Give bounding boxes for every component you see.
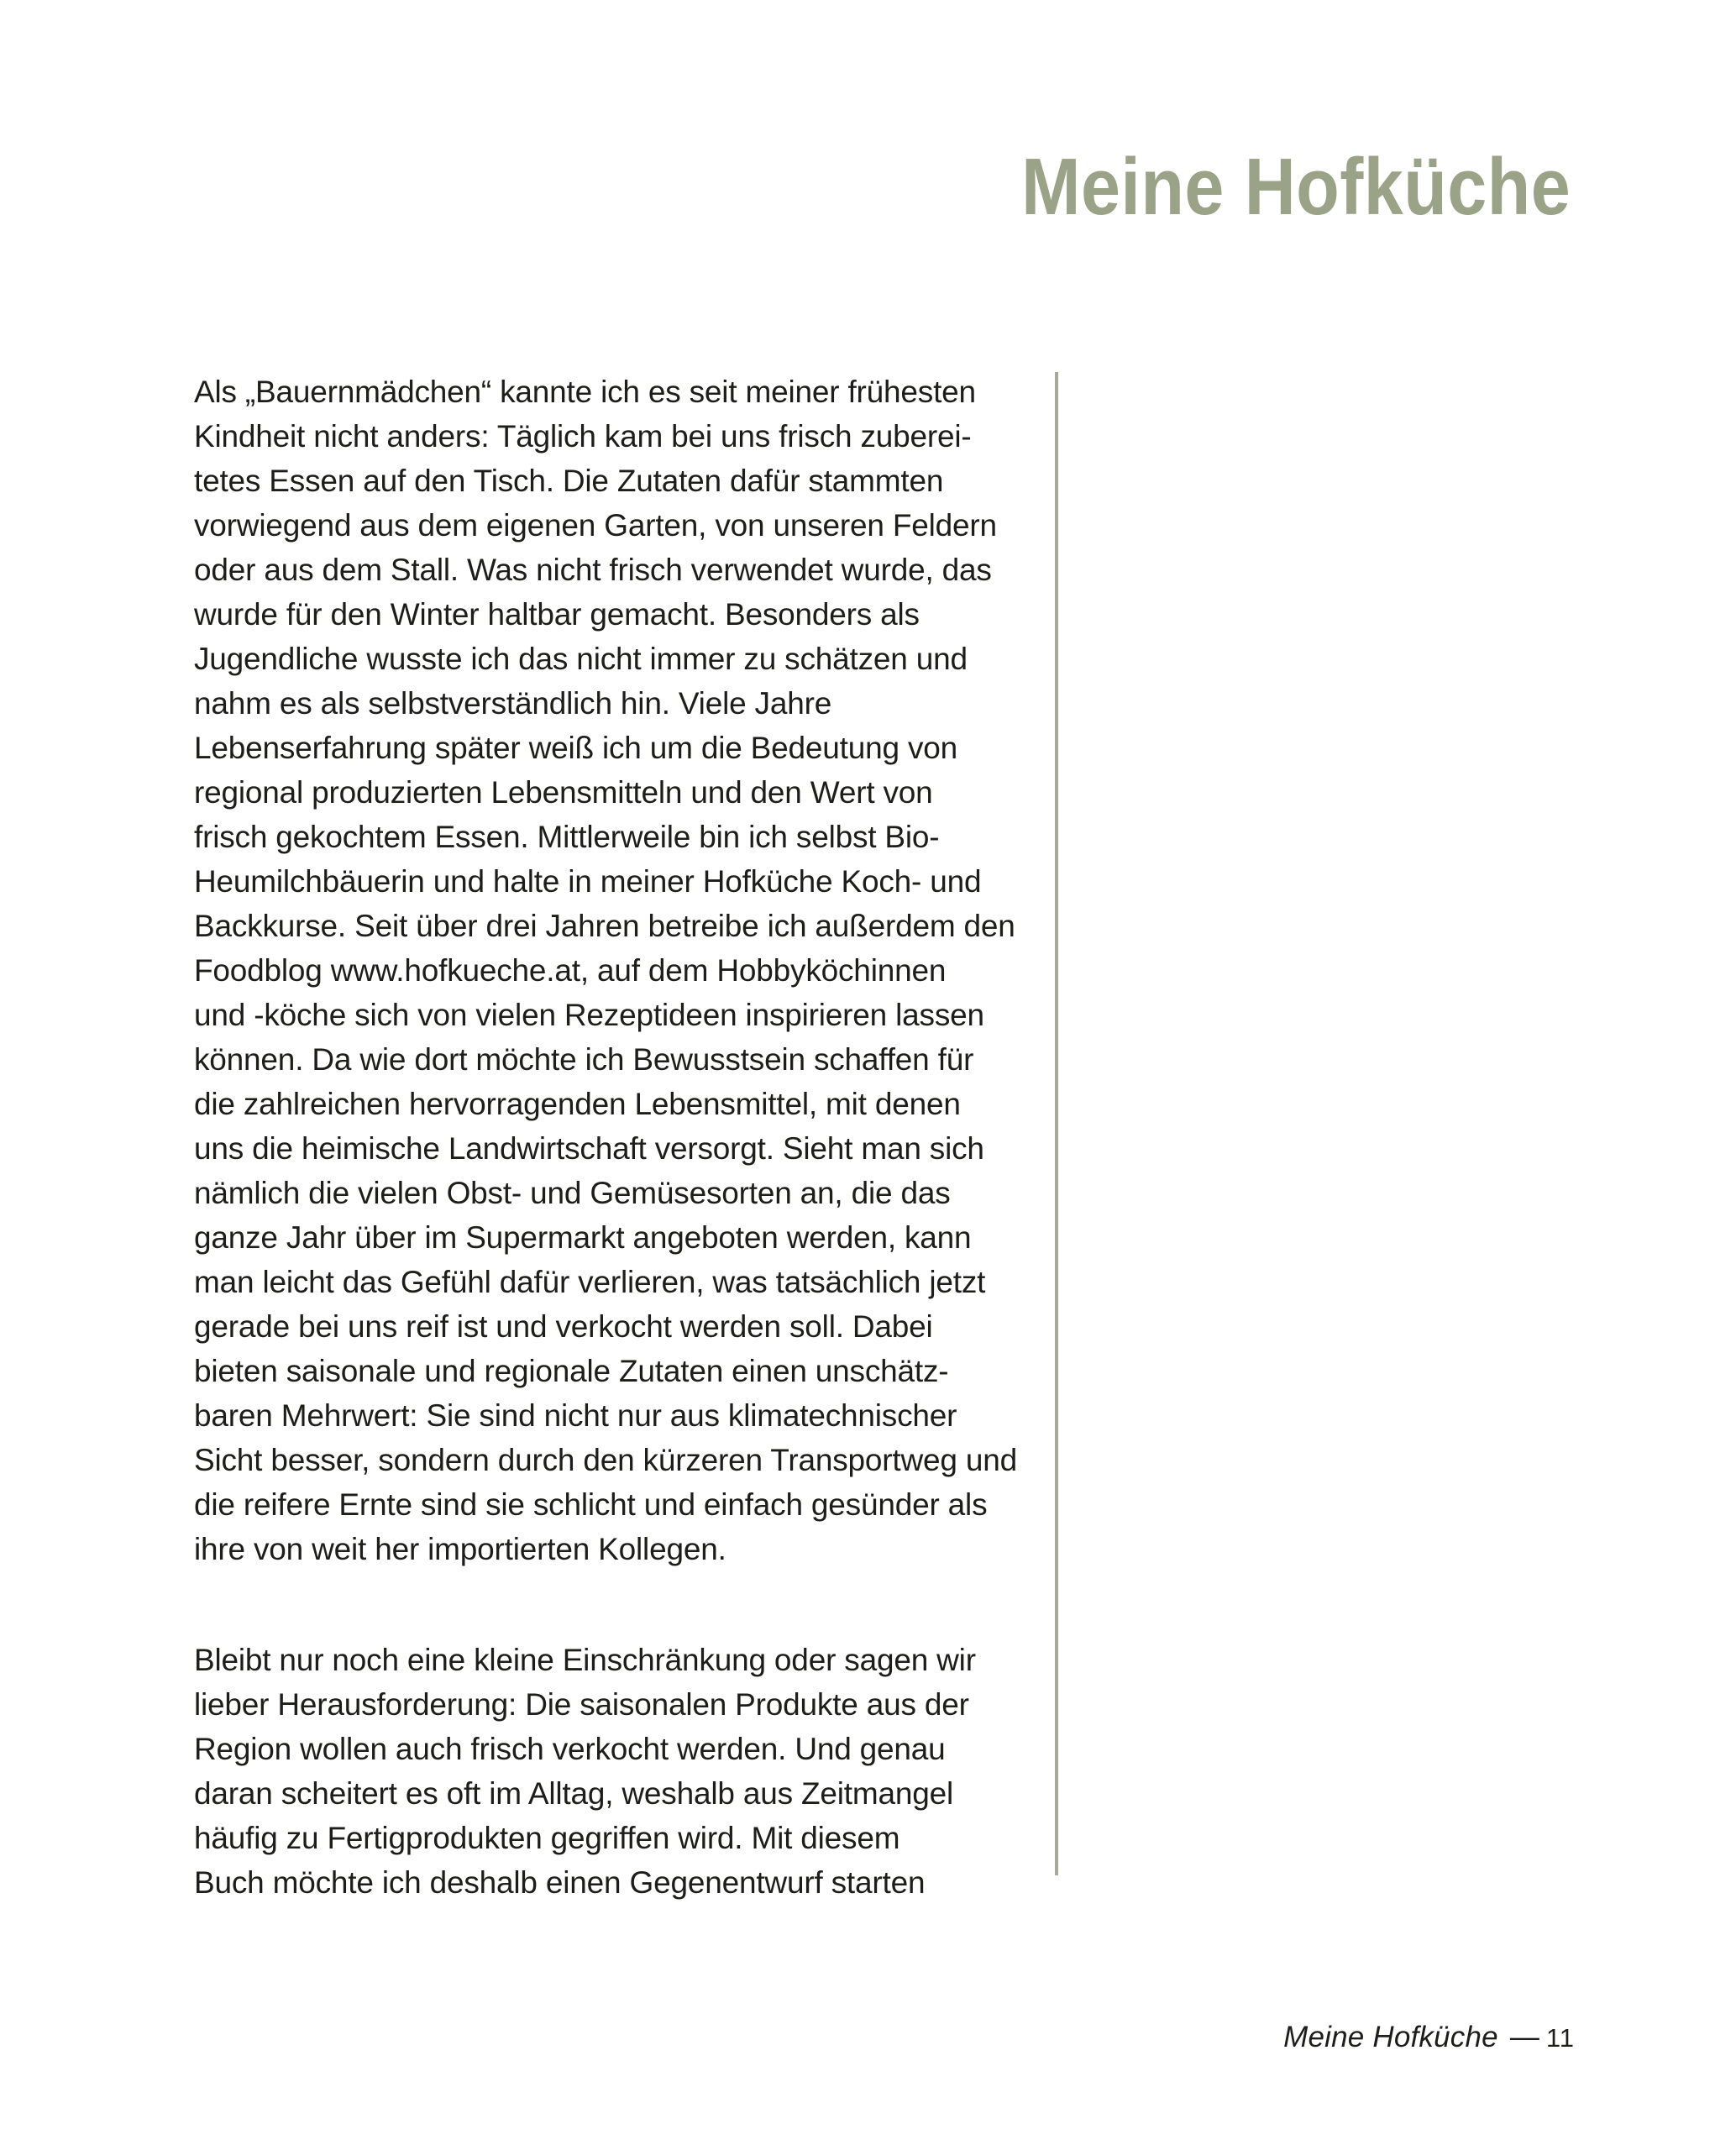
text-line: ganze Jahr über im Supermarkt angeboten werden, kann <box>194 1220 972 1255</box>
text-line: Kindheit nicht anders: Täglich kam bei uns frisch zuberei- <box>194 419 972 454</box>
text-line: nahm es als selbstverständlich hin. Viele Jahre <box>194 686 832 721</box>
text-line: Region wollen auch frisch verkocht werden. Und genau <box>194 1732 946 1766</box>
text-line: regional produzierten Lebensmitteln und den Wert von <box>194 775 933 810</box>
text-line: Bleibt nur noch eine kleine Einschränkung oder sagen wir <box>194 1643 976 1677</box>
body-text <box>194 370 1034 1905</box>
decorative-vertical-rule <box>1055 372 1058 1875</box>
text-line: Buch möchte ich deshalb einen Gegenentwurf starten <box>194 1865 926 1900</box>
text-line: die reifere Ernte sind sie schlicht und einfach gesünder als <box>194 1487 988 1522</box>
text-line: man leicht das Gefühl dafür verlieren, was tatsächlich jetzt <box>194 1265 986 1299</box>
paragraph-intro <box>194 370 1034 1571</box>
text-line: tetes Essen auf den Tisch. Die Zutaten dafür stammten <box>194 464 944 498</box>
text-line: vorwiegend aus dem eigenen Garten, von unseren Feldern <box>194 508 997 543</box>
footer-page-number: 11 <box>1545 2023 1575 2053</box>
page-title: Meine Hofküche <box>1021 142 1571 232</box>
text-line: die zahlreichen hervorragenden Lebensmittel, mit denen <box>194 1087 961 1121</box>
footer-separator: — <box>1509 2021 1539 2053</box>
text-line: lieber Herausforderung: Die saisonalen Produkte aus der <box>194 1687 969 1722</box>
text-line: Sicht besser, sondern durch den kürzeren Transportweg und <box>194 1443 1017 1477</box>
footer-book-title: Meine Hofküche <box>1283 2021 1498 2053</box>
text-line: uns die heimische Landwirtschaft versorgt. Sieht man sich <box>194 1131 984 1166</box>
text-line: und -köche sich von vielen Rezeptideen inspirieren lassen <box>194 998 984 1032</box>
text-line: Lebenserfahrung später weiß ich um die Bedeutung von <box>194 731 958 765</box>
text-line: können. Da wie dort möchte ich Bewusstsein schaffen für <box>194 1042 974 1077</box>
text-line: gerade bei uns reif ist und verkocht werden soll. Dabei <box>194 1309 933 1344</box>
text-line: bieten saisonale und regionale Zutaten einen unschätz- <box>194 1354 949 1388</box>
text-line: baren Mehrwert: Sie sind nicht nur aus klimatechnischer <box>194 1398 957 1433</box>
text-line: nämlich die vielen Obst- und Gemüsesorten an, die das <box>194 1176 951 1210</box>
text-line: frisch gekochtem Essen. Mittlerweile bin ich selbst Bio- <box>194 820 940 854</box>
paragraph-challenge <box>194 1638 1034 1905</box>
text-line: Backkurse. Seit über drei Jahren betreibe ich außerdem den <box>194 909 1015 943</box>
text-line: häufig zu Fertigprodukten gegriffen wird. Mit diesem <box>194 1821 900 1855</box>
text-line: Als „Bauernmädchen“ kannte ich es seit meiner frühesten <box>194 375 976 409</box>
text-line: Jugendliche wusste ich das nicht immer zu schätzen und <box>194 642 968 676</box>
text-line: daran scheitert es oft im Alltag, weshalb aus Zeitmangel <box>194 1776 953 1811</box>
page-footer <box>1283 2021 1575 2055</box>
text-line: oder aus dem Stall. Was nicht frisch verwendet wurde, das <box>194 553 992 587</box>
text-line: Heumilchbäuerin und halte in meiner Hofküche Koch- und <box>194 864 982 899</box>
text-line: wurde für den Winter haltbar gemacht. Besonders als <box>194 597 920 632</box>
text-line: ihre von weit her importierten Kollegen. <box>194 1532 726 1566</box>
text-line: Foodblog www.hofkueche.at, auf dem Hobbyköchinnen <box>194 953 947 988</box>
